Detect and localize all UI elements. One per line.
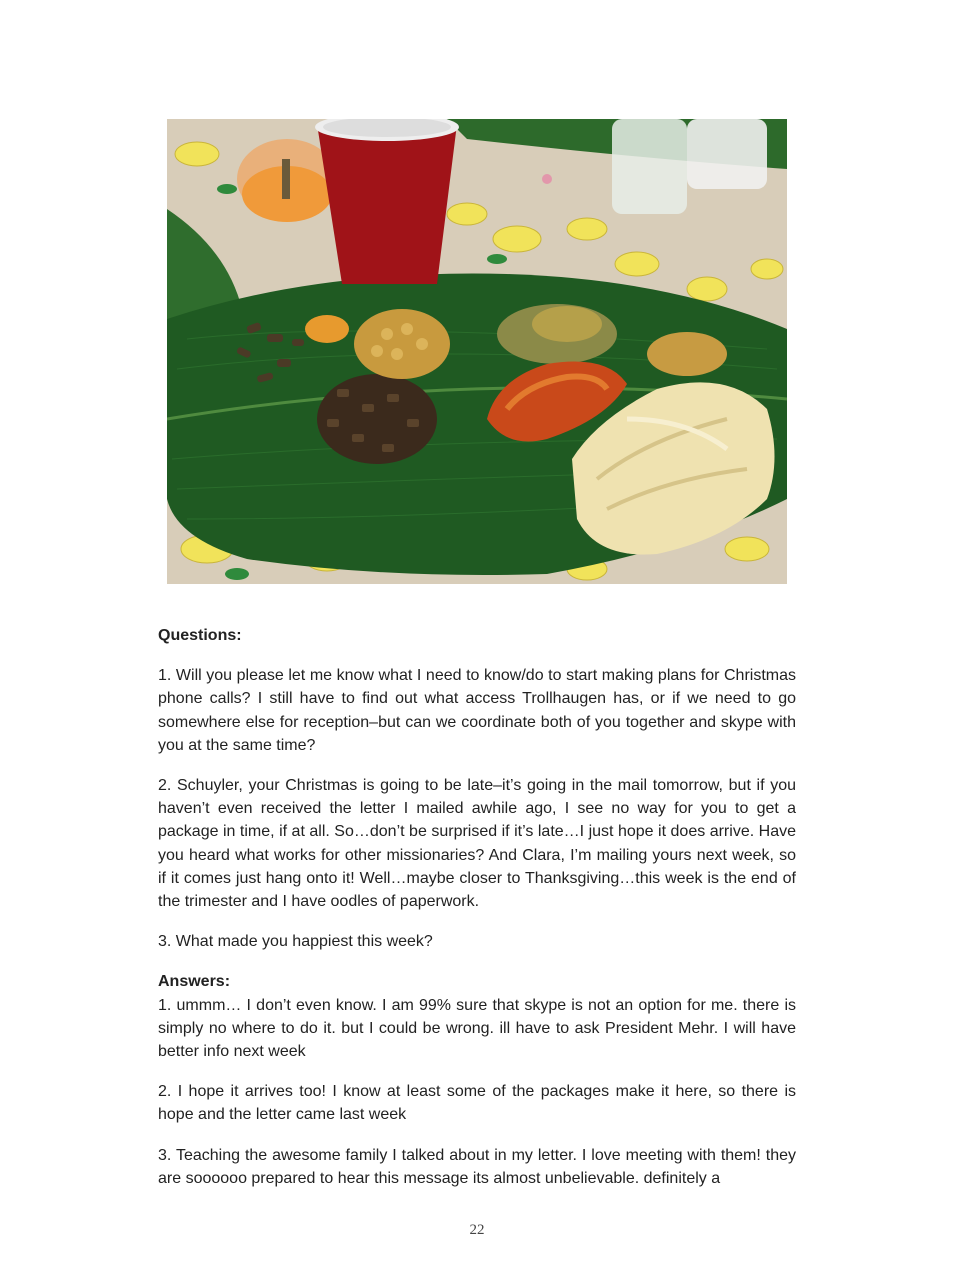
question-3: 3. What made you happiest this week?: [158, 933, 433, 951]
questions-heading: Questions:: [158, 627, 242, 644]
answer-1: 1. ummm… I don’t even know. I am 99% sure that skype is not an option for me. there is simply no where to do it. but I could be wrong. ill have to ask President Mehr. I will have better info next week: [158, 996, 796, 1061]
question-2: 2. Schuyler, your Christmas is going to be late–it’s going in the mail tomorrow, but if you haven’t even received the letter I mailed awhile ago, I see no way for you to get a package in time, if at all. So…don’t be surprised if it’s late…I just hope it does arrive. Have you heard what works for other missionaries? And Clara, I’m mailing yours next week, so if it comes just hang onto it! Well…maybe closer to Thanksgiving…this week is the end of the trimester and I have oodles of paperwork.: [158, 777, 796, 911]
food-photo: [167, 119, 787, 584]
answer-2: 2. I hope it arrives too! I know at least some of the packages make it here, so there is hope and the letter came last week: [158, 1083, 796, 1124]
document-text: [158, 624, 796, 1207]
food-photo-illustration: [167, 119, 787, 584]
question-1: 1. Will you please let me know what I need to know/do to start making plans for Christmas phone calls? I still have to find out what access Trollhaugen has, or if we need to go somewhere else for reception–but can we coordinate both of you together and skype with you at the same time?: [158, 667, 796, 754]
answer-3: 3. Teaching the awesome family I talked about in my letter. I love meeting with them! they are soooooo prepared to hear this message its almost unbelievable. definitely a: [158, 1146, 796, 1187]
page-number: 22: [469, 1222, 485, 1238]
answers-heading: Answers:: [158, 973, 231, 991]
